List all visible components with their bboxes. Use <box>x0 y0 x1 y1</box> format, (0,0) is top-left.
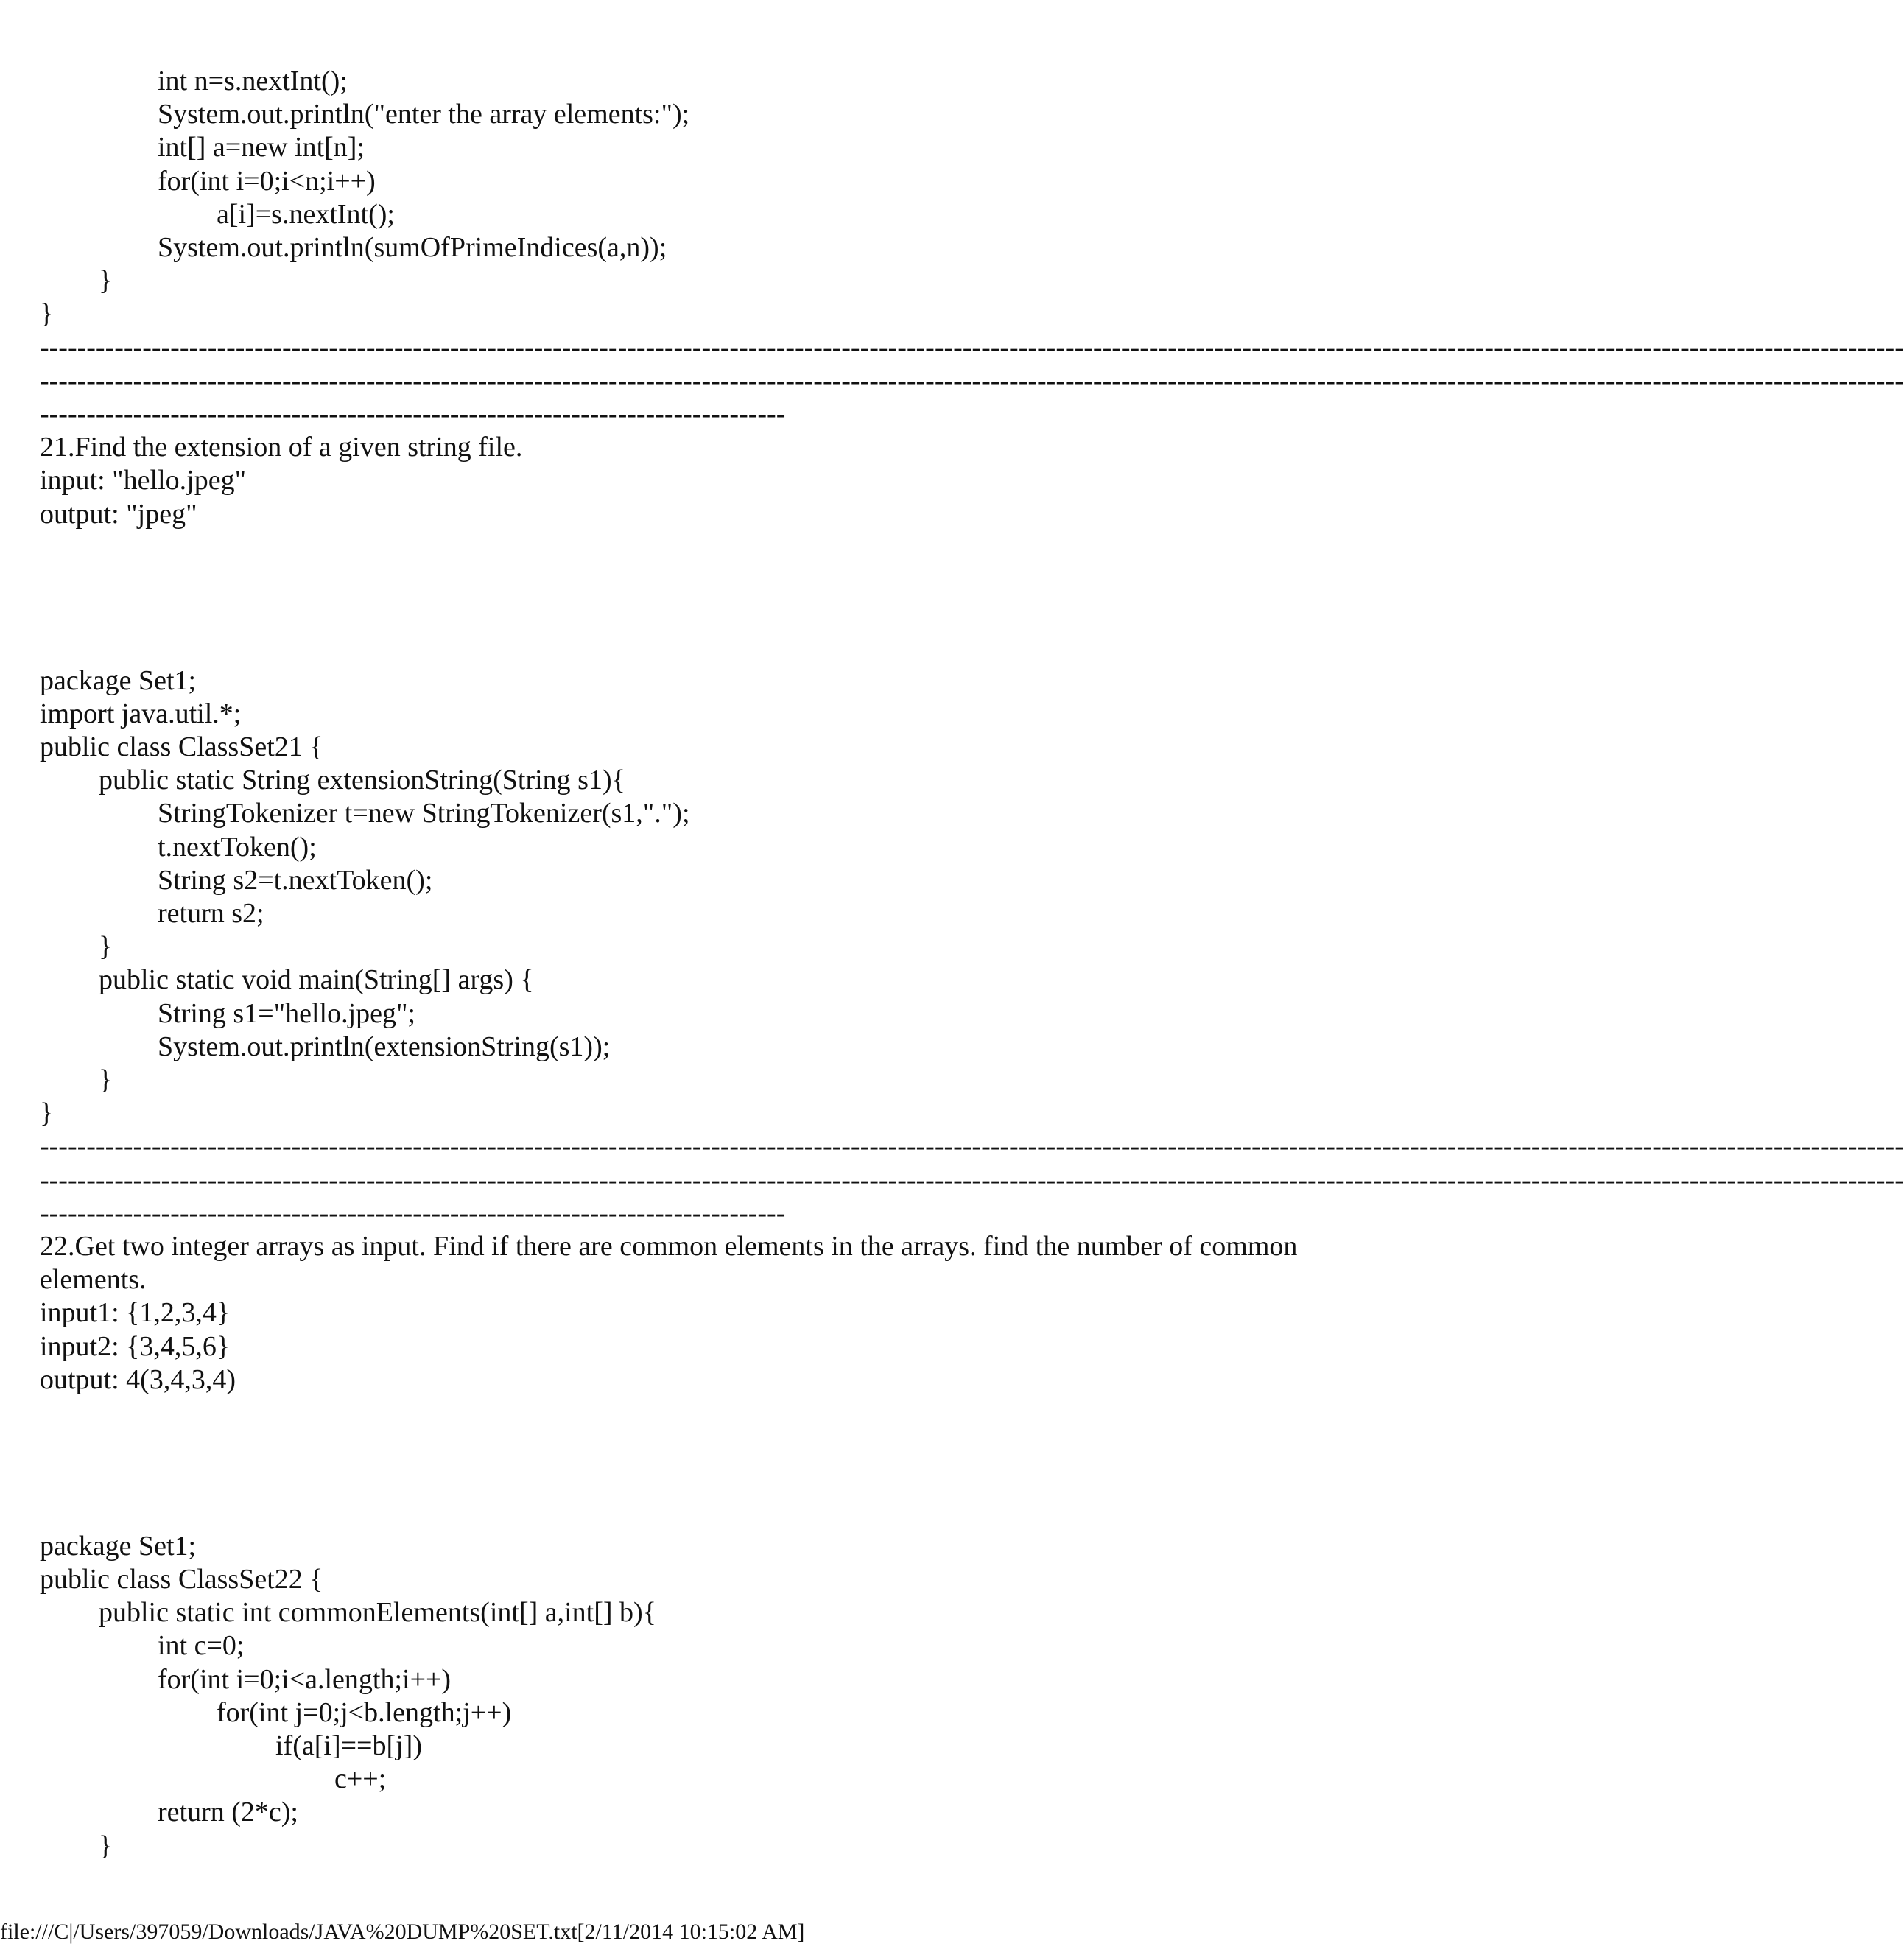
text-line: elements. <box>40 1264 147 1296</box>
text-line: public static void main(String[] args) { <box>99 964 534 996</box>
text-line: int[] a=new int[n]; <box>158 132 365 164</box>
text-line: for(int j=0;j<b.length;j++) <box>217 1696 512 1728</box>
text-line: c++; <box>334 1763 387 1795</box>
text-line: public static int commonElements(int[] a,int[] b){ <box>99 1597 656 1629</box>
separator-dashes: -------------------------------------------------------------------------------------------------------------------------------------------------------------------------------------------------------- <box>40 365 1904 396</box>
text-line: input1: {1,2,3,4} <box>40 1297 231 1329</box>
text-line: System.out.println(extensionString(s1)); <box>158 1031 611 1062</box>
separator-dashes: -------------------------------------------------------------------------------------------------------------------------------------------------------------------------------------------------------- <box>40 1131 1904 1162</box>
text-line: 22.Get two integer arrays as input. Find if there are common elements in the arrays. find the number of common <box>40 1231 1298 1262</box>
text-line: input: "hello.jpeg" <box>40 465 247 496</box>
text-line: } <box>40 298 54 330</box>
text-line: } <box>40 1098 54 1129</box>
text-line: System.out.println("enter the array elements:"); <box>158 99 690 130</box>
text-line: } <box>99 1830 113 1861</box>
text-line: package Set1; <box>40 664 197 696</box>
text-line: } <box>99 1064 113 1095</box>
separator-dashes: -------------------------------------------------------------------------------------------------------------------------------------------------------------------------------------------------------- <box>40 1164 1904 1196</box>
text-line: package Set1; <box>40 1530 197 1562</box>
separator-dashes: -------------------------------------------------------------------------------- <box>40 399 786 429</box>
text-line: } <box>99 931 113 963</box>
text-line: input2: {3,4,5,6} <box>40 1330 231 1362</box>
text-line: if(a[i]==b[j]) <box>275 1730 422 1761</box>
separator-dashes: -------------------------------------------------------------------------------- <box>40 1197 786 1229</box>
text-line: int c=0; <box>158 1630 245 1662</box>
text-line: import java.util.*; <box>40 698 242 729</box>
text-line: public class ClassSet22 { <box>40 1564 323 1595</box>
text-line: int n=s.nextInt(); <box>158 66 348 96</box>
page-footer-url: file:///C|/Users/397059/Downloads/JAVA%20DUMP%20SET.txt[2/11/2014 10:15:02 AM] <box>0 1920 805 1944</box>
separator-dashes: -------------------------------------------------------------------------------------------------------------------------------------------------------------------------------------------------------- <box>40 331 1904 363</box>
text-line: public class ClassSet21 { <box>40 731 323 762</box>
text-line: System.out.println(sumOfPrimeIndices(a,n)); <box>158 232 667 263</box>
text-line: return (2*c); <box>158 1797 298 1828</box>
text-line: String s1="hello.jpeg"; <box>158 997 416 1029</box>
text-line: 21.Find the extension of a given string file. <box>40 432 523 463</box>
text-line: output: "jpeg" <box>40 498 197 530</box>
text-line: String s2=t.nextToken(); <box>158 864 433 896</box>
text-line: for(int i=0;i<n;i++) <box>158 165 376 197</box>
text-line: t.nextToken(); <box>158 831 317 863</box>
text-line: public static String extensionString(String s1){ <box>99 765 625 796</box>
text-line: for(int i=0;i<a.length;i++) <box>158 1663 452 1695</box>
text-line: output: 4(3,4,3,4) <box>40 1363 236 1395</box>
text-line: return s2; <box>158 898 264 929</box>
text-line: a[i]=s.nextInt(); <box>217 198 395 230</box>
text-line: StringTokenizer t=new StringTokenizer(s1,"."); <box>158 798 690 829</box>
text-line: } <box>99 265 113 297</box>
